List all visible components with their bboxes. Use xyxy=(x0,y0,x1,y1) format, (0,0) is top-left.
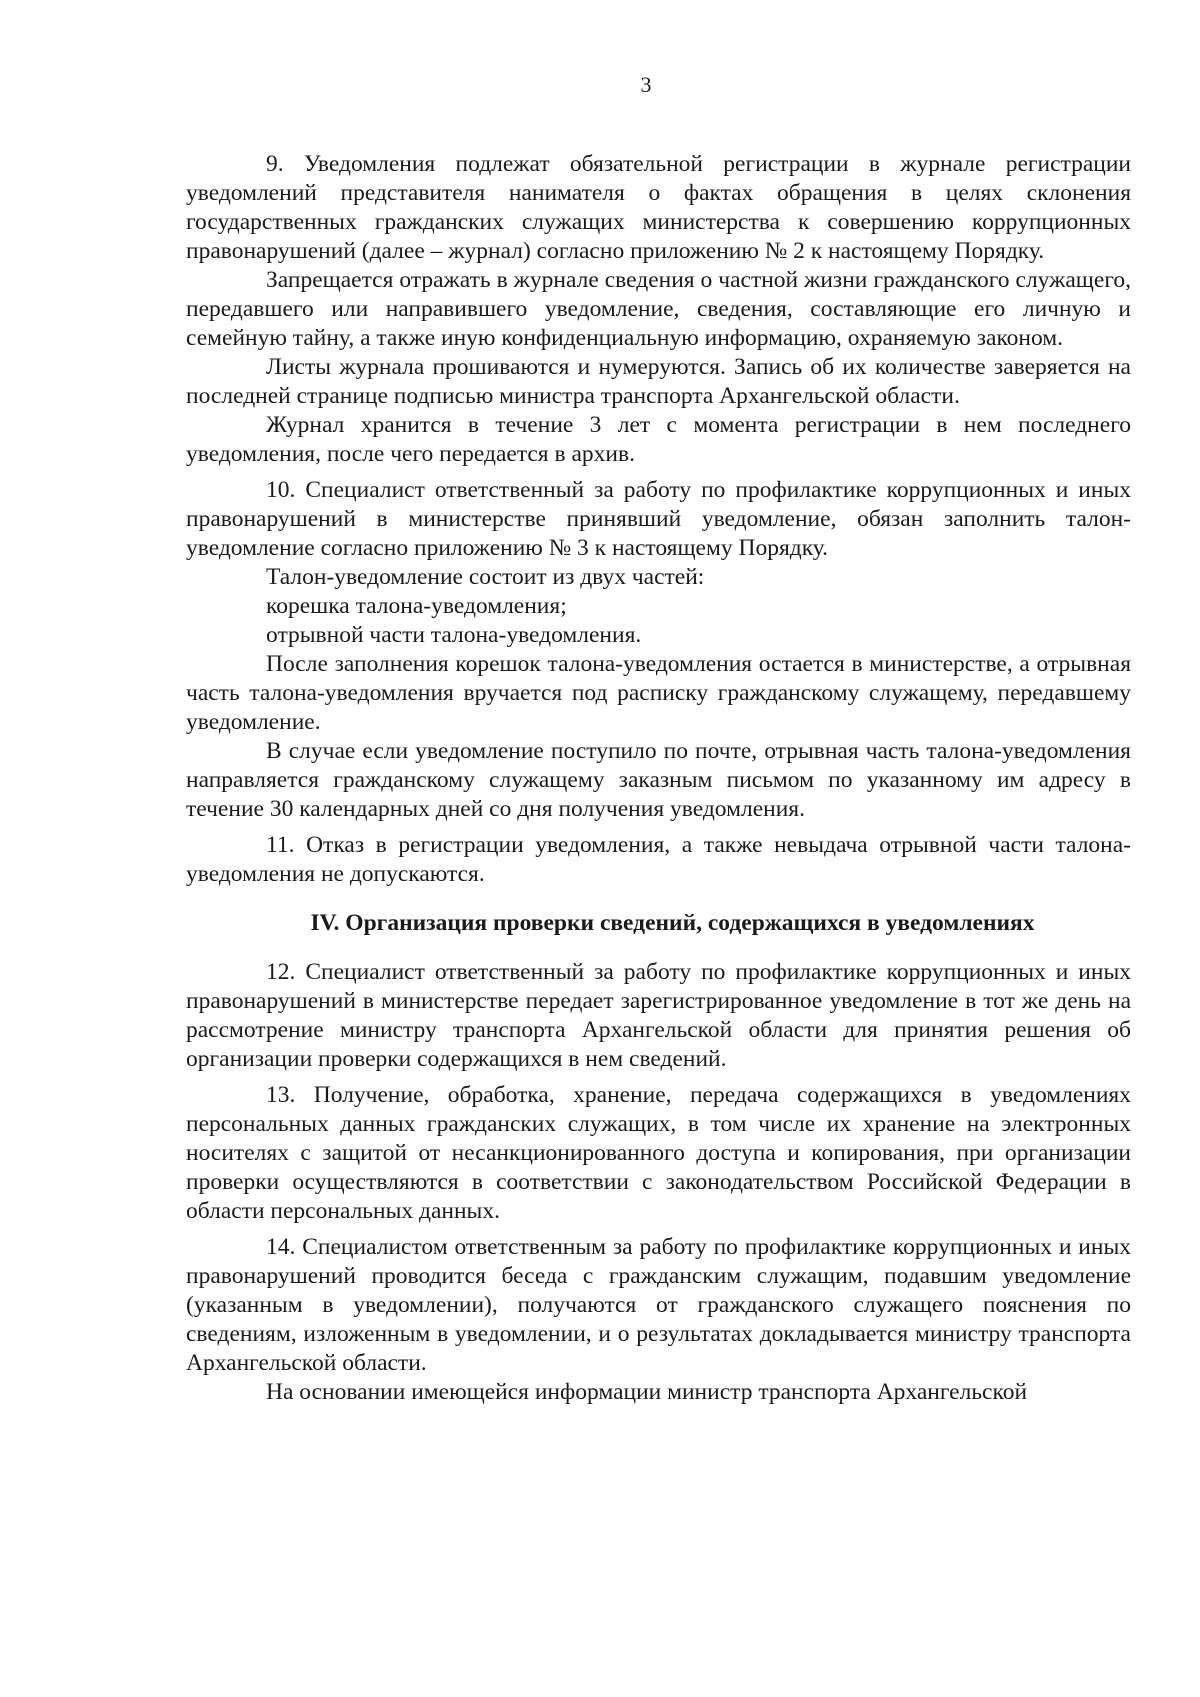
paragraph-9-prohibition: Запрещается отражать в журнале сведения о частной жизни гражданского служащего, передавшего или направившего уведомление, сведения, составляющие его личную и семейную тайну, а также иную конфиденциальную информацию, охраняемую законом. xyxy=(186,267,1131,351)
paragraph-11: 11. Отказ в регистрации уведомления, а также невыдача отрывной части талона-уведомления не допускаются. xyxy=(186,832,1131,887)
paragraph-10-part-1: корешка талона-уведомления; xyxy=(266,593,567,619)
paragraph-14-basis: На основании имеющейся информации министр транспорта Архангельской xyxy=(266,1379,1028,1405)
paragraph-12: 12. Специалист ответственный за работу по профилактике коррупционных и иных правонарушений в министерстве передает зарегистрированное уведомление в тот же день на рассмотрение министру транспорта Архангельской области для принятия решения об организации проверки содержащихся в нем сведений. xyxy=(186,959,1131,1072)
paragraph-13: 13. Получение, обработка, хранение, передача содержащихся в уведомлениях персональных данных гражданских служащих, в том числе их хранение на электронных носителях с защитой от несанкционированного доступа и копирования, при организации проверки осуществляются в соответствии с законодательством Российской Федерации в области персональных данных. xyxy=(186,1082,1131,1224)
paragraph-9-storage: Журнал хранится в течение 3 лет с момента регистрации в нем последнего уведомления, после чего передается в архив. xyxy=(186,412,1131,467)
paragraph-14: 14. Специалистом ответственным за работу по профилактике коррупционных и иных правонарушений проводится беседа с гражданским служащим, подавшим уведомление (указанным в уведомлении), получаются от гражданского служащего пояснения по сведениям, изложенным в уведомлении, и о результатах докладывается министру транспорта Архангельской области. xyxy=(186,1234,1131,1376)
paragraph-10-mail: В случае если уведомление поступило по почте, отрывная часть талона-уведомления направляется гражданскому служащему заказным письмом по указанному им адресу в течение 30 календарных дней со дня получения уведомления. xyxy=(186,738,1131,822)
document-body xyxy=(186,150,1131,1407)
paragraph-10: 10. Специалист ответственный за работу по профилактике коррупционных и иных правонарушений в министерстве принявший уведомление, обязан заполнить талон-уведомление согласно приложению № 3 к настоящему Порядку. xyxy=(186,477,1131,561)
paragraph-10-parts: Талон-уведомление состоит из двух частей: xyxy=(266,564,705,590)
paragraph-9: 9. Уведомления подлежат обязательной регистрации в журнале регистрации уведомлений представителя нанимателя о фактах обращения в целях склонения государственных гражданских служащих министерства к совершению коррупционных правонарушений (далее – журнал) согласно приложению № 2 к настоящему Порядку. xyxy=(186,151,1131,264)
paragraph-9-sheets: Листы журнала прошиваются и нумеруются. Запись об их количестве заверяется на последней странице подписью министра транспорта Архангельской области. xyxy=(186,354,1131,409)
page-number: 3 xyxy=(640,72,652,97)
paragraph-10-part-2: отрывной части талона-уведомления. xyxy=(266,622,642,648)
paragraph-10-after: После заполнения корешок талона-уведомления остается в министерстве, а отрывная часть талона-уведомления вручается под расписку гражданскому служащему, передавшему уведомление. xyxy=(186,651,1131,735)
section-heading-iv: IV. Организация проверки сведений, содержащихся в уведомлениях xyxy=(310,910,1035,936)
